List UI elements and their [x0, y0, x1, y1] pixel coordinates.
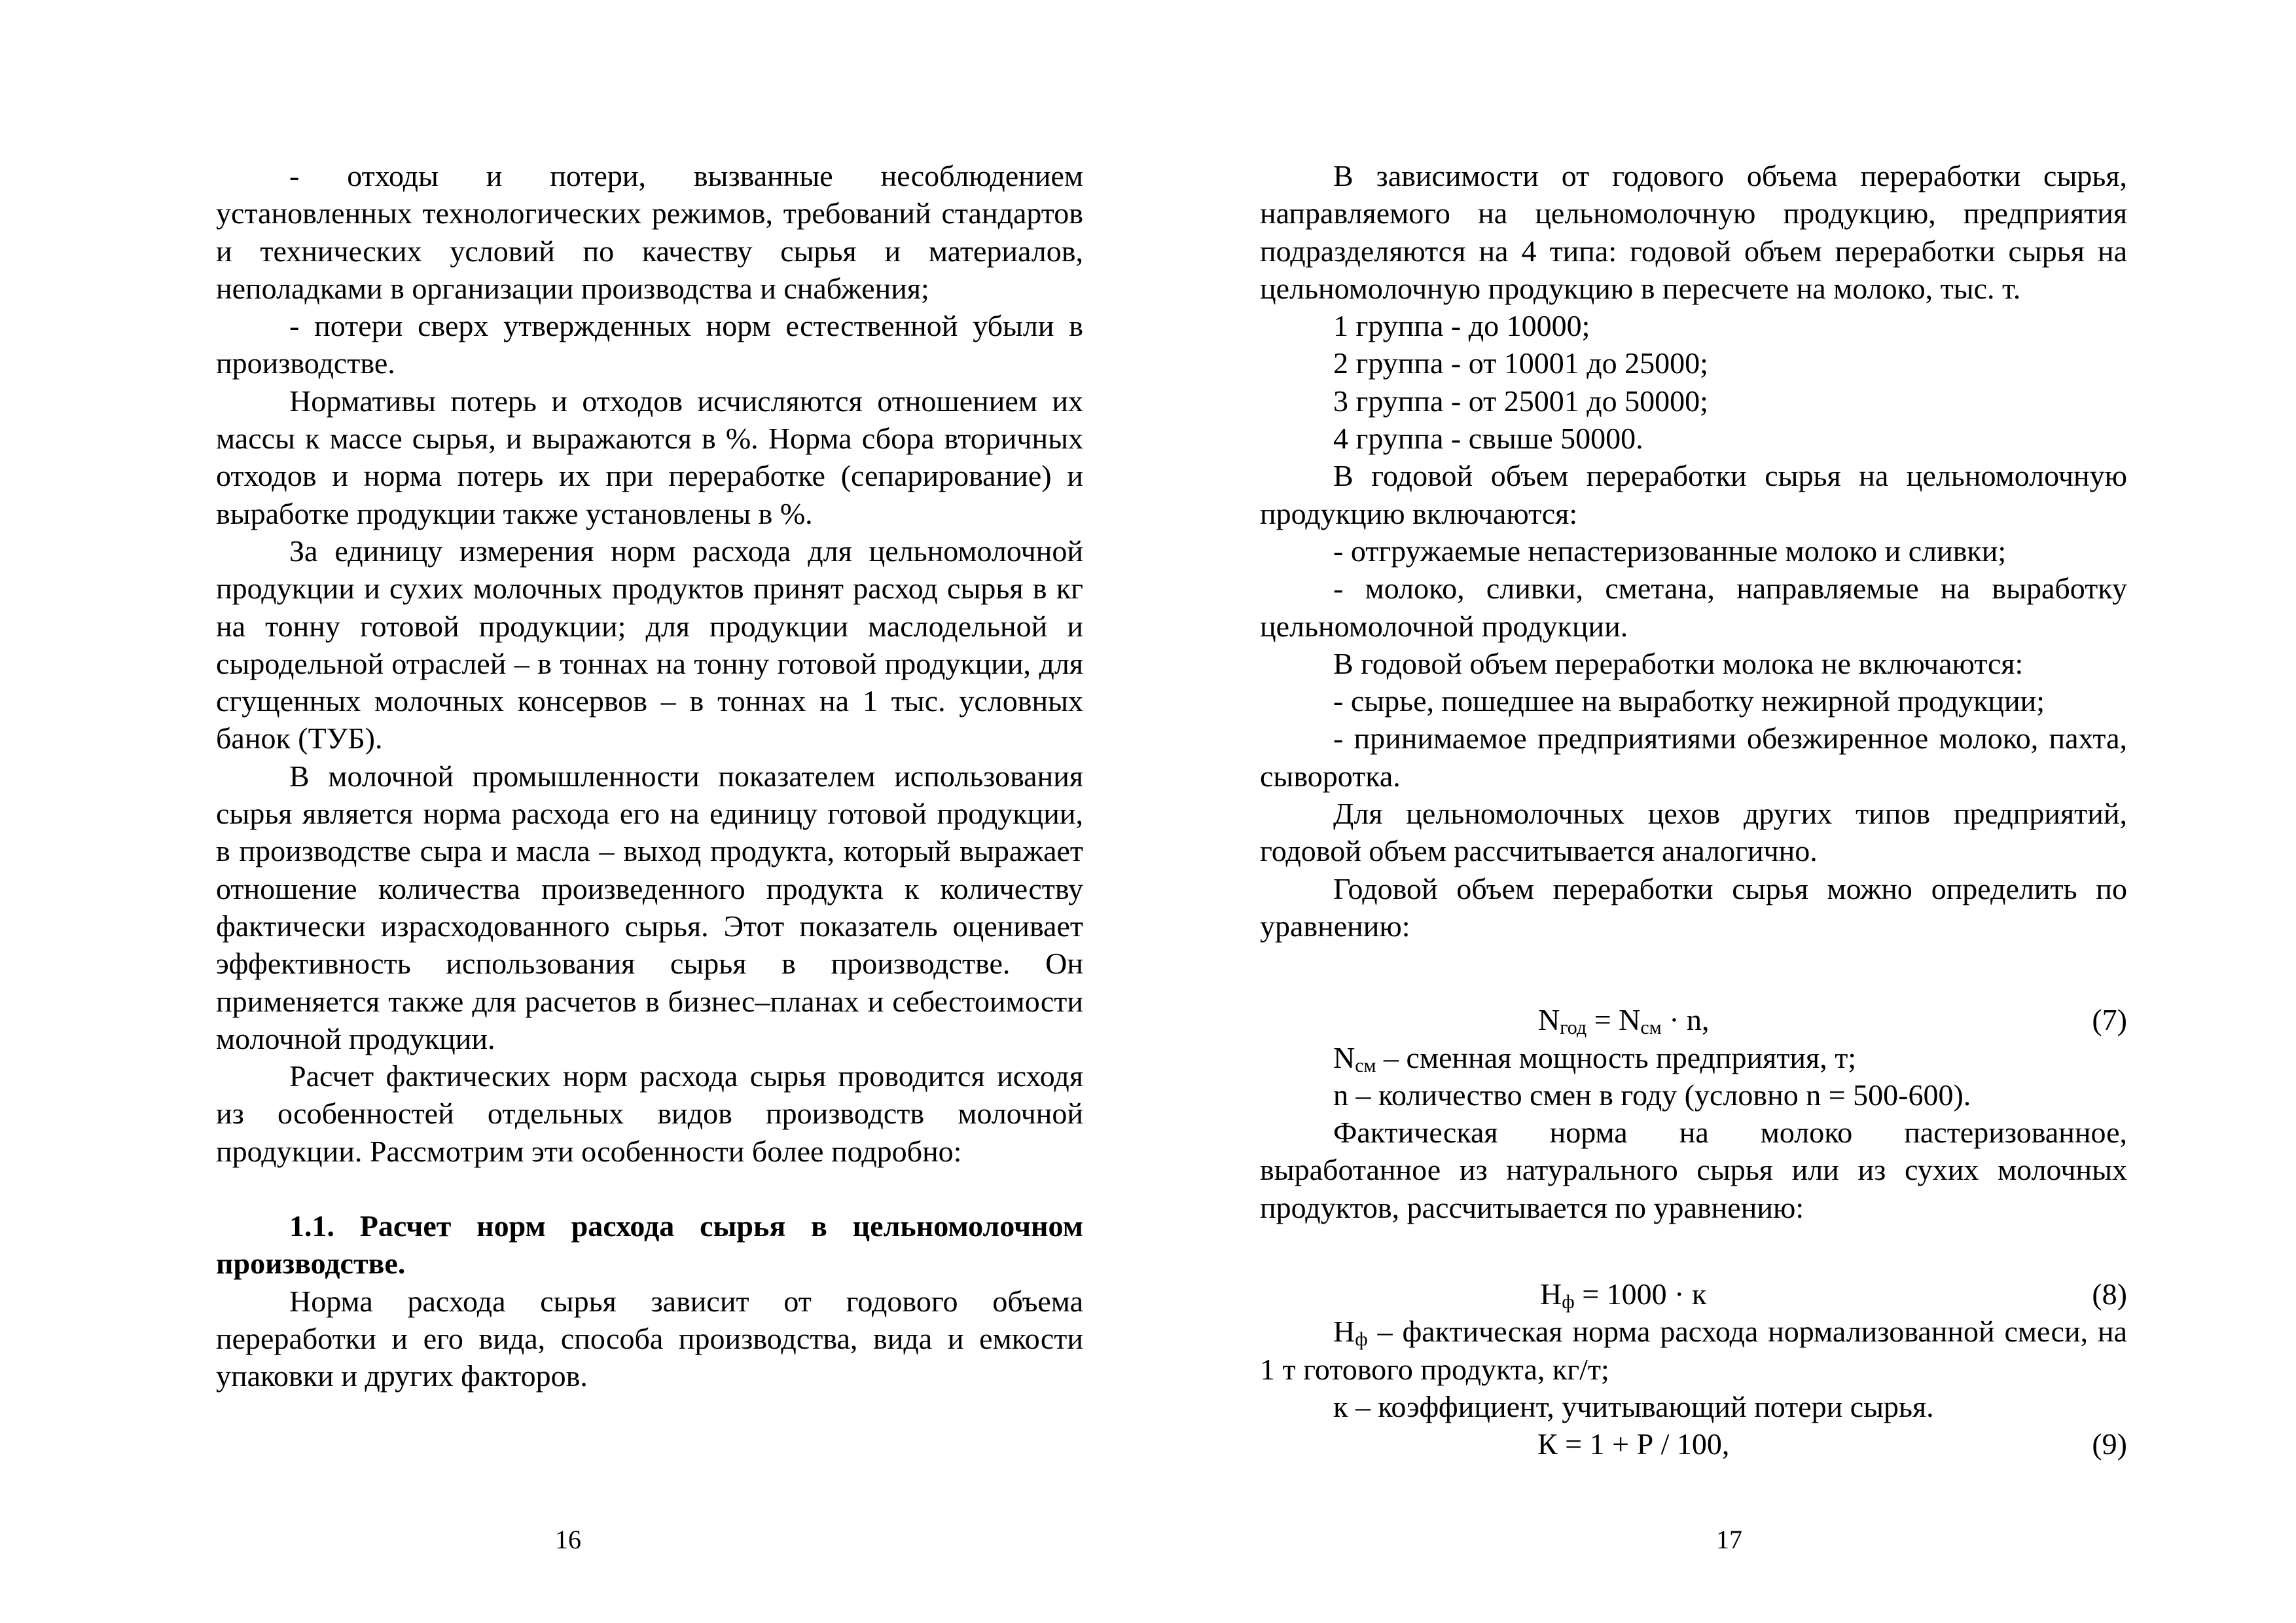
- group-item: 2 группа - от 10001 до 25000;: [1333, 346, 1708, 380]
- list-item: - молоко, сливки, сметана, направляемые на выработку цельномолочной продукции.: [1260, 572, 2127, 643]
- paragraph: В годовой объем переработки молока не включаются:: [1333, 646, 2024, 680]
- formula-number: (9): [2092, 1427, 2127, 1461]
- left-page: [216, 157, 1083, 1395]
- formula-7: [1260, 1001, 2127, 1038]
- paragraph: В зависимости от годового объема переработки сырья, направляемого на цельномолочную продукцию, предприятия подразделяются на 4 типа: годовой объем переработки сырья на цельномолочную продукцию в пересчете на молоко, тыс. т.: [1260, 159, 2127, 305]
- formula-number: (7): [2092, 1003, 2127, 1037]
- paragraph: Расчет фактических норм расхода сырья проводится исходя из особенностей отдельных видов производств молочной продукции. Рассмотрим эти особенности более подробно:: [216, 1059, 1083, 1168]
- paragraph: За единицу измерения норм расхода для цельномолочной продукции и сухих молочных продуктов принят расход сырья в кг на тонну готовой продукции; для продукции маслодельной и сыродельной отраслей – в тоннах на тонну готовой продукции, для сгущенных молочных консервов – в тоннах на 1 тыс. условных банок (ТУБ).: [216, 534, 1083, 756]
- formula-expression: К = 1 + Р / 100,: [1537, 1427, 1730, 1461]
- paragraph: В молочной промышленности показателем использования сырья является норма расхода его на единицу готовой продукции, в производстве сыра и масла – выход продукта, который выражает отношение количества произведенного продукта к количеству фактически израсходованного сырья. Этот показатель оценивает эффективность использования сырья в производстве. Он применяется также для расчетов в бизнес–планах и себестоимости молочной продукции.: [216, 759, 1083, 1055]
- definition: $Н_ф$ – фактическая норма расхода нормализованной смеси, на 1 т готового продукта, кг/т;: [1260, 1315, 2127, 1386]
- page-number: 16: [555, 1525, 581, 1554]
- list-item: - принимаемое предприятиями обезжиренное молоко, пахта, сыворотка.: [1260, 721, 2127, 793]
- group-item: 4 группа - свыше 50000.: [1333, 422, 1643, 456]
- formula-expression: $N_{год} = N_{см} \cdot n$,: [1538, 1003, 1710, 1039]
- right-page: [1260, 157, 2127, 1463]
- paragraph: - отходы и потери, вызванные несоблюдением установленных технологических режимов, требований стандартов и технических условий по качеству сырья и материалов, неполадками в организации производства и снабжения;: [216, 159, 1083, 305]
- section-heading: 1.1. Расчет норм расхода сырья в цельномолочном производстве.: [216, 1209, 1083, 1281]
- formula-number: (8): [2092, 1277, 2127, 1311]
- definition: n – количество смен в году (условно n = 500-600).: [1333, 1078, 1971, 1112]
- paragraph: - потери сверх утвержденных норм естественной убыли в производстве.: [216, 309, 1083, 380]
- group-item: 3 группа - от 25001 до 50000;: [1333, 384, 1708, 418]
- paragraph: Нормативы потерь и отходов исчисляются отношением их массы к массе сырья, и выражаются в %. Норма сбора вторичных отходов и норма потерь их при переработке (сепарирование) и выработке продукции также установлены в %.: [216, 384, 1083, 530]
- page-number: 17: [1716, 1525, 1742, 1554]
- list-item: - сырье, пошедшее на выработку нежирной продукции;: [1333, 684, 2045, 718]
- paragraph: Для цельномолочных цехов других типов предприятий, годовой объем рассчитывается аналогично.: [1260, 797, 2127, 868]
- list-item: - отгружаемые непастеризованные молоко и сливки;: [1333, 534, 2007, 568]
- paragraph: Фактическая норма на молоко пастеризованное, выработанное из натурального сырья или из сухих молочных продуктов, рассчитывается по уравнению:: [1260, 1116, 2127, 1224]
- paragraph: Годовой объем переработки сырья можно определить по уравнению:: [1260, 871, 2127, 943]
- definition: к – коэффициент, учитывающий потери сырья.: [1333, 1389, 1934, 1423]
- formula-expression: $Н_ф = 1000 \cdot к$: [1540, 1277, 1707, 1313]
- formula-9: [1260, 1425, 2127, 1463]
- paragraph: Норма расхода сырья зависит от годового объема переработки и его вида, способа производства, вида и емкости упаковки и других факторов.: [216, 1284, 1083, 1393]
- paragraph: В годовой объем переработки сырья на цельномолочную продукцию включаются:: [1260, 459, 2127, 530]
- formula-8: [1260, 1275, 2127, 1313]
- group-item: 1 группа - до 10000;: [1333, 309, 1590, 343]
- definition: $N_{см}$ – сменная мощность предприятия, т;: [1333, 1040, 1857, 1076]
